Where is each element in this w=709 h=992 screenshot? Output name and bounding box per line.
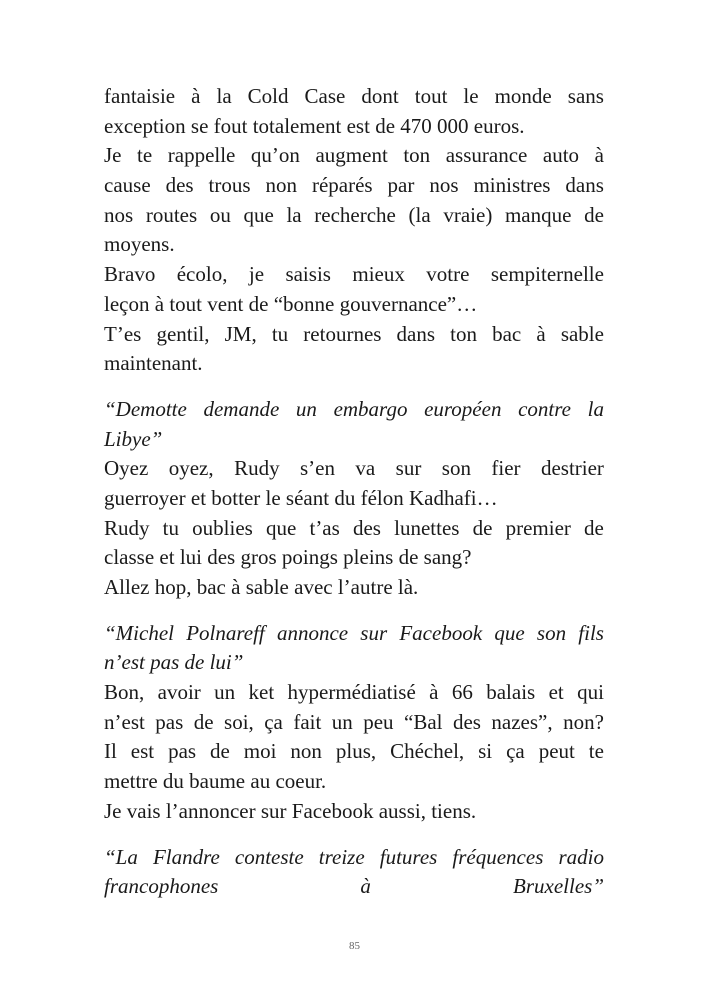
word: exception [104, 113, 191, 138]
word: dont [361, 84, 399, 108]
word: va [355, 456, 376, 481]
text-line [104, 454, 604, 484]
word: classe [104, 545, 160, 570]
word: monde [494, 84, 552, 108]
word: se [190, 113, 214, 138]
word: ket [248, 680, 275, 705]
text-line [104, 395, 604, 425]
word: un [214, 680, 236, 705]
word: de [248, 291, 274, 316]
word: ton [403, 143, 431, 168]
word: francophones [104, 874, 219, 899]
text-line [104, 425, 604, 455]
word: annonce [276, 620, 349, 645]
word: assurance [445, 143, 528, 168]
word: à [594, 143, 604, 168]
word: premier [505, 515, 571, 540]
word: ministres [473, 173, 551, 198]
word: sur [260, 798, 292, 823]
word: sur [360, 620, 388, 645]
word: destrier [540, 456, 604, 481]
text-line [104, 678, 604, 708]
word: au [250, 769, 276, 794]
word: futures [379, 844, 438, 869]
word: Allez [104, 575, 155, 599]
text-line [104, 767, 604, 797]
word: lunettes [394, 515, 460, 540]
word: gentil, [156, 321, 210, 346]
word: oyez, [168, 456, 214, 481]
word: Je [104, 143, 122, 168]
word: “Demotte [104, 396, 187, 421]
text-line [104, 797, 604, 827]
word: qu’on [250, 143, 300, 168]
word: la [216, 84, 232, 108]
text-line [104, 171, 604, 201]
word: totalement [252, 113, 347, 138]
word: nos [104, 202, 134, 227]
word: saisis [285, 262, 331, 287]
word: à [154, 291, 170, 316]
word: des [207, 545, 241, 570]
word: Case [304, 84, 346, 108]
word: augment [315, 143, 388, 168]
word: fier [491, 456, 521, 481]
word: 000 [437, 113, 474, 138]
word: tu [162, 515, 180, 540]
word: te [588, 739, 604, 764]
word: Polnareff [186, 620, 265, 645]
word: est [130, 739, 155, 764]
word: peut [538, 739, 575, 764]
word: Rudy [104, 515, 150, 540]
word: à [191, 84, 201, 108]
word: à [429, 680, 439, 705]
paragraph [104, 141, 604, 260]
word: fréquences [452, 844, 544, 869]
text-line [104, 843, 604, 873]
paragraph [104, 737, 604, 796]
word: séant [285, 485, 335, 510]
word: trous [208, 173, 251, 198]
word: gros [240, 545, 282, 570]
word: de [184, 650, 210, 675]
word: ton [450, 321, 477, 346]
word: Je [104, 798, 127, 823]
word: Bruxelles” [513, 874, 604, 899]
word: recherche [314, 202, 396, 227]
word: T’es [104, 321, 142, 346]
word: sable [560, 321, 604, 346]
word: l’annoncer [165, 798, 261, 823]
word: de [398, 545, 424, 570]
word: nos [429, 173, 459, 198]
text-line [104, 230, 604, 260]
quote-heading [104, 843, 604, 902]
page-number: 85 [349, 940, 360, 952]
word: “Michel [104, 620, 174, 645]
word: bac [196, 575, 232, 599]
word: s’en [300, 456, 335, 481]
word: conteste [234, 844, 304, 869]
word: auto [542, 143, 580, 168]
word: vraie) [443, 202, 493, 227]
text-line [104, 82, 604, 112]
word: baume [189, 769, 251, 794]
text-line [104, 737, 604, 767]
word: (la [408, 202, 431, 227]
text-line [104, 141, 604, 171]
word: de [584, 515, 604, 540]
word: et [548, 680, 564, 705]
word: ça [264, 709, 283, 734]
word: à [536, 321, 546, 346]
paragraph [104, 454, 604, 513]
word: Flandre [152, 844, 220, 869]
text-line [104, 349, 604, 379]
text-line [104, 260, 604, 290]
word: fils [578, 620, 604, 645]
text-line [104, 484, 604, 514]
word: euros. [473, 113, 525, 138]
word: que [243, 202, 274, 227]
paragraph-spacer [104, 603, 604, 619]
paragraph [104, 320, 604, 379]
word: et [190, 485, 212, 510]
word: dans [565, 173, 604, 198]
word: qui [577, 680, 604, 705]
word: “Bal [404, 709, 443, 734]
paragraph [104, 678, 604, 737]
word: moi [243, 739, 277, 764]
word: ça [506, 739, 525, 764]
word: pleins [343, 545, 399, 570]
paragraph [104, 797, 604, 827]
word: Chéchel, [390, 739, 465, 764]
paragraph-spacer [104, 827, 604, 843]
paragraph [104, 82, 604, 141]
paragraph [104, 260, 604, 319]
word: de [584, 202, 604, 227]
text-line [104, 619, 604, 649]
word: tiens. [431, 798, 477, 823]
word: retournes [303, 321, 382, 346]
word: écolo, [176, 262, 228, 287]
word: treize [318, 844, 365, 869]
text-line [104, 708, 604, 738]
word: de [472, 515, 493, 540]
text-line [104, 201, 604, 231]
text-line [104, 514, 604, 544]
word: hop, [154, 575, 197, 599]
word: que [494, 620, 525, 645]
word: Oyez [104, 456, 149, 481]
word: non [265, 173, 297, 198]
word: la [286, 202, 302, 227]
word: de [210, 739, 230, 764]
word: non? [563, 709, 604, 734]
quote-heading [104, 619, 604, 678]
word: tu [271, 321, 289, 346]
word: vent [207, 291, 249, 316]
word: sur [395, 456, 422, 481]
word: 66 [451, 680, 473, 705]
word: balais [486, 680, 536, 705]
word: radio [558, 844, 604, 869]
word: pas [155, 709, 184, 734]
text-line [104, 648, 604, 678]
word: Il [104, 739, 117, 764]
word: gouvernance”… [339, 291, 478, 316]
word: aussi, [378, 798, 432, 823]
text-line [104, 573, 604, 603]
text-line [104, 320, 604, 350]
word: à [360, 874, 371, 899]
word: tout [414, 84, 448, 108]
word: la [587, 396, 604, 421]
word: par [387, 173, 415, 198]
word: “La [104, 844, 138, 869]
word: tout [169, 291, 208, 316]
word: fout [213, 113, 253, 138]
word: réparés [311, 173, 373, 198]
word: à [231, 575, 246, 599]
word: un [295, 396, 317, 421]
word: pas [150, 650, 185, 675]
word: hypermédiatisé [287, 680, 416, 705]
word: avec [294, 575, 338, 599]
word: Libye” [104, 426, 163, 451]
word: des [452, 709, 481, 734]
word: Cold [247, 84, 289, 108]
word: sable [245, 575, 295, 599]
word: fait [293, 709, 322, 734]
word: guerroyer [104, 485, 191, 510]
word: Facebook [291, 798, 379, 823]
word: leçon [104, 291, 155, 316]
word: maintenant. [104, 351, 203, 376]
word: pas [168, 739, 197, 764]
word: Bon, [104, 680, 145, 705]
word: moyens. [104, 232, 175, 257]
word: demande [203, 396, 280, 421]
word: dans [396, 321, 436, 346]
word: un [331, 709, 353, 734]
paragraph [104, 573, 604, 603]
word: fantaisie [104, 84, 176, 108]
text-line [104, 543, 604, 573]
word: “bonne [273, 291, 340, 316]
word: contre [518, 396, 571, 421]
word: félon [360, 485, 409, 510]
word: botter [211, 485, 266, 510]
word: est [346, 113, 376, 138]
word: Bravo [104, 262, 156, 287]
word: non [290, 739, 322, 764]
word: du [162, 769, 190, 794]
word: peu [363, 709, 394, 734]
word: te [137, 143, 153, 168]
word: européen [424, 396, 502, 421]
word: routes [145, 202, 198, 227]
word: ou [209, 202, 231, 227]
word: son [536, 620, 567, 645]
word: votre [426, 262, 470, 287]
word: poings [281, 545, 344, 570]
word: lui [179, 545, 208, 570]
text-line [104, 290, 604, 320]
quote-heading [104, 395, 604, 454]
word: plus, [335, 739, 377, 764]
word: soi, [224, 709, 254, 734]
word: Facebook [399, 620, 483, 645]
word: cause [104, 173, 151, 198]
word: vais [126, 798, 166, 823]
word: rappelle [167, 143, 236, 168]
paragraph [104, 514, 604, 573]
word: le [463, 84, 479, 108]
word: mettre [104, 769, 163, 794]
word: des [165, 173, 194, 198]
word: n’est [104, 650, 151, 675]
word: coeur. [275, 769, 327, 794]
text-line [104, 112, 604, 142]
word: son [441, 456, 471, 481]
word: oublies [192, 515, 253, 540]
word: si [478, 739, 493, 764]
word: l’autre [337, 575, 398, 599]
word: du [334, 485, 361, 510]
word: le [265, 485, 286, 510]
word: 470 [400, 113, 438, 138]
word: Rudy [234, 456, 280, 481]
word: et [159, 545, 180, 570]
text-line [104, 872, 604, 902]
word: sans [567, 84, 604, 108]
word: là. [397, 575, 419, 599]
word: mieux [352, 262, 405, 287]
word: sang? [423, 545, 472, 570]
word: je [248, 262, 265, 287]
word: embargo [333, 396, 408, 421]
word: bac [492, 321, 522, 346]
word: lui” [209, 650, 244, 675]
paragraph-spacer [104, 379, 604, 395]
word: JM, [224, 321, 257, 346]
word: de [375, 113, 401, 138]
word: Kadhafi… [408, 485, 498, 510]
word: nazes”, [491, 709, 553, 734]
page-body [104, 82, 604, 902]
word: des [352, 515, 381, 540]
word: que [266, 515, 297, 540]
word: sempiternelle [490, 262, 604, 287]
word: n’est [104, 709, 145, 734]
word: t’as [309, 515, 340, 540]
word: avoir [157, 680, 201, 705]
word: manque [504, 202, 572, 227]
word: de [193, 709, 214, 734]
